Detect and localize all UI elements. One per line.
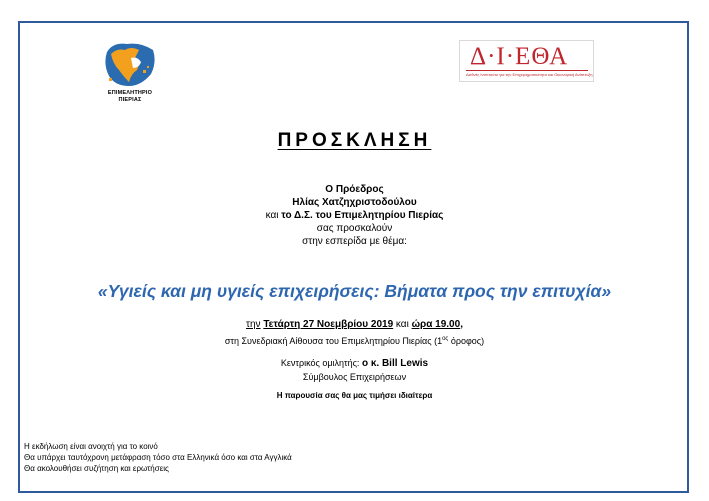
- time-comma: ,: [460, 319, 463, 330]
- event-time: ώρα 19.00: [411, 319, 461, 330]
- chamber-logo: [100, 40, 160, 103]
- footer-notes: [24, 441, 292, 474]
- chamber-emblem-icon: [101, 40, 159, 90]
- board-name: το Δ.Σ. του Επιμελητηρίου Πιερίας: [281, 210, 444, 221]
- logo-caption-line1: ΕΠΙΜΕΛΗΤΗΡΙΟ: [107, 90, 153, 96]
- footer-line: Η εκδήλωση είναι ανοιχτή για το κοινό: [24, 442, 158, 451]
- date-prefix: την: [246, 319, 261, 330]
- date-and: και: [395, 319, 409, 330]
- logo-divider: [466, 70, 588, 71]
- invite-line: σας προσκαλούν: [316, 223, 393, 234]
- venue-floor-suffix: όροφος): [448, 336, 485, 346]
- board-line: [0, 209, 709, 222]
- closing-note: Η παρουσία σας θα μας τιμήσει ιδιαίτερα: [276, 391, 433, 400]
- venue-text: στη Συνεδριακή Αίθουσα του Επιμελητηρίου Πιερίας (1: [224, 336, 443, 346]
- speaker-label: Κεντρικός ομιλητής:: [280, 358, 360, 368]
- event-theme: «Υγιείς και μη υγιείς επιχειρήσεις: Βήματα προς την επιτυχία»: [97, 281, 612, 301]
- speaker-name: ο κ. Bill Lewis: [361, 358, 429, 369]
- topic-intro: στην εσπερίδα με θέμα:: [302, 236, 407, 247]
- footer-line: Θα ακολουθήσει συζήτηση και ερωτήσεις: [24, 464, 169, 473]
- event-datetime: [0, 318, 709, 331]
- dieoa-logo: [459, 40, 594, 82]
- president-name: Ηλίας Χατζηχριστοδούλου: [292, 197, 417, 208]
- dieoa-brand: Δ·Ι·ΕΘΑ: [470, 43, 569, 70]
- dieoa-subtitle: Διεθνές Ινστιτούτο για την Επιχειρηματικότητα και Οικονομική Ανάπτυξη: [466, 72, 593, 77]
- page-title: ΠΡΟΣΚΛΗΣΗ: [277, 130, 432, 151]
- event-venue: [0, 333, 709, 347]
- footer-line: Θα υπάρχει ταυτόχρονη μετάφραση τόσο στα Ελληνικά όσο και στα Αγγλικά: [24, 453, 292, 462]
- board-prefix: και: [265, 210, 279, 221]
- speaker-line: [0, 357, 709, 370]
- speaker-role: Σύμβουλος Επιχειρήσεων: [302, 372, 407, 382]
- president-label: Ο Πρόεδρος: [325, 184, 384, 195]
- event-date: Τετάρτη 27 Νοεμβρίου 2019: [263, 319, 394, 330]
- logo-caption-line2: ΠΙΕΡΙΑΣ: [118, 96, 142, 103]
- venue-floor-sup: ος: [442, 336, 449, 342]
